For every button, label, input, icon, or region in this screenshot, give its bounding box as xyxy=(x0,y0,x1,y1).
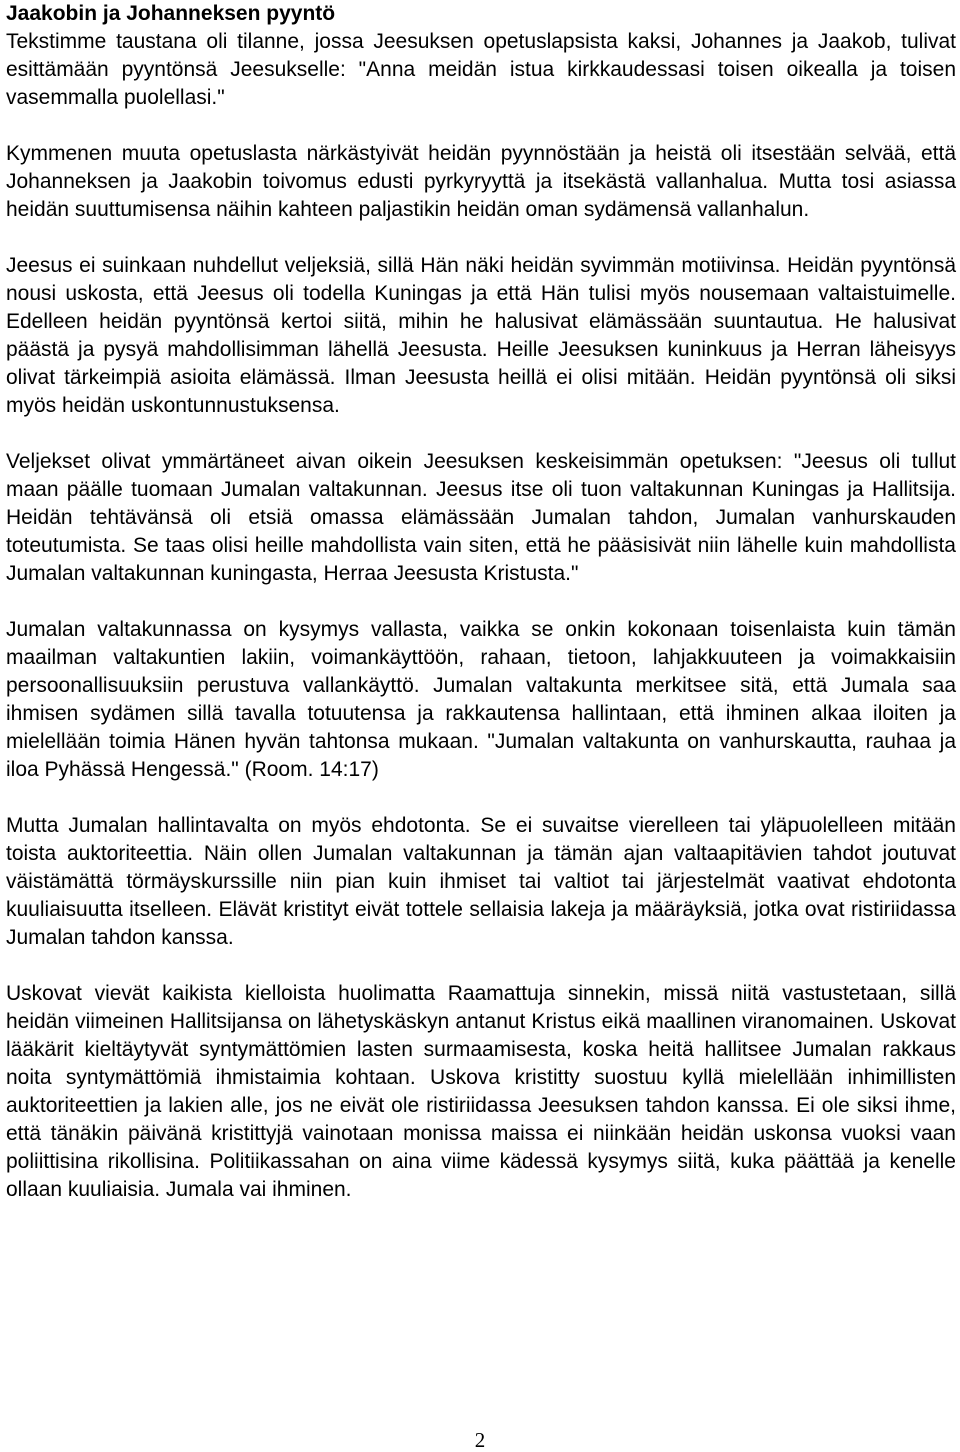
paragraph-7: Uskovat vievät kaikista kielloista huolimatta Raamattuja sinnekin, missä niitä vastustetaan, sillä heidän viimeinen Hallitsijansa on lähetyskäskyn antanut Kristus eikä maallinen viranomainen. Uskovat lääkärit kieltäytyvät syntymättömien lasten surmaamisesta, koska heitä hallitsee Jumalan rakkaus noita syntymättömiä ihmistaimia kohtaan. Uskova kristitty suostuu kyllä mielellään inhimillisten auktoriteettien ja lakien alle, jos ne eivät ole ristiriidassa Jeesuksen tahdon kanssa. Ei ole siksi ihme, että tänäkin päivänä kristittyjä vainotaan monissa maissa ei niinkään heidän uskonsa vuoksi vaan poliittisina rikollisina. Politiikassahan on aina viime kädessä kysymys siitä, kuka päättää ja kenelle ollaan kuuliaisia. Jumala vai ihminen. xyxy=(6,982,956,1201)
paragraph-5: Jumalan valtakunnassa on kysymys vallasta, vaikka se onkin kokonaan toisenlaista kuin tämän maailman valtakuntien lakiin, voimankäyttöön, rahaan, tietoon, lahjakkuuteen ja voimakkaisiin persoonallisuuksiin perustuva vallankäyttö. Jumalan valtakunta merkitsee sitä, että Jumala saa ihmisen sydämen sillä tavalla totuutensa ja rakkautensa hallintaan, että ihminen alkaa iloiten ja mielellään toimia Hänen hyvän tahtonsa mukaan. "Jumalan valtakunta on vanhurskautta, rauhaa ja iloa Pyhässä Hengessä." (Room. 14:17) xyxy=(6,618,956,781)
page-number: 2 xyxy=(474,1428,486,1452)
document-title: Jaakobin ja Johanneksen pyyntö xyxy=(6,2,336,25)
paragraph-2: Kymmenen muuta opetuslasta närkästyivät heidän pyynnöstään ja heistä oli itsestään selvää, että Johanneksen ja Jaakobin toivomus edusti pyrkyryyttä ja itsekästä vallanhalua. Mutta tosi asiassa heidän suuttumisensa näihin kahteen paljastikin heidän oman sydämensä vallanhalun. xyxy=(6,142,956,221)
paragraph-6: Mutta Jumalan hallintavalta on myös ehdotonta. Se ei suvaitse vierelleen tai yläpuolelleen mitään toista auktoriteettia. Näin ollen Jumalan valtakunnan ja tämän ajan valtaapitävien tahdot joutuvat väistämättä törmäyskurssille niin pian kuin ihmiset tai valtiot tai järjestelmät vaativat ehdotonta kuuliaisuutta itselleen. Elävät kristityt eivät tottele sellaisia lakeja ja määräyksiä, jotka ovat ristiriidassa Jumalan tahdon kanssa. xyxy=(6,814,956,949)
paragraph-4: Veljekset olivat ymmärtäneet aivan oikein Jeesuksen keskeisimmän opetuksen: "Jeesus oli tullut maan päälle tuomaan Jumalan valtakunnan. Jeesus itse oli tuon valtakunnan Kuningas ja Hallitsija. Heidän tehtävänsä oli etsiä omassa elämässään Jumalan tahdon, Jumalan vanhurskauden toteutumista. Se taas olisi heille mahdollista vain siten, että he pääsisivät niin lähelle kuin mahdollista Jumalan valtakunnan kuningasta, Herraa Jeesusta Kristusta." xyxy=(6,450,956,585)
paragraph-1: Tekstimme taustana oli tilanne, jossa Jeesuksen opetuslapsista kaksi, Johannes ja Jaakob, tulivat esittämään pyyntönsä Jeesukselle: "Anna meidän istua kirkkaudessasi toisen oikealla ja toisen vasemmalla puolellasi." xyxy=(6,30,956,109)
document-page xyxy=(6,0,956,1232)
paragraph-3: Jeesus ei suinkaan nuhdellut veljeksiä, sillä Hän näki heidän syvimmän motiivinsa. Heidän pyyntönsä nousi uskosta, että Jeesus oli todella Kuningas ja että Hän tulisi myös nousemaan valtaistuimelle. Edelleen heidän pyyntönsä kertoi siitä, mihin he halusivat elämässään suuntautua. He halusivat päästä ja pysyä mahdollisimman lähellä Jeesusta. Heille Jeesuksen kuninkuus ja Herran läheisyys olivat tärkeimpiä asioita elämässä. Ilman Jeesusta heillä ei olisi mitään. Heidän pyyntönsä oli siksi myös heidän uskontunnustuksensa. xyxy=(6,254,956,417)
